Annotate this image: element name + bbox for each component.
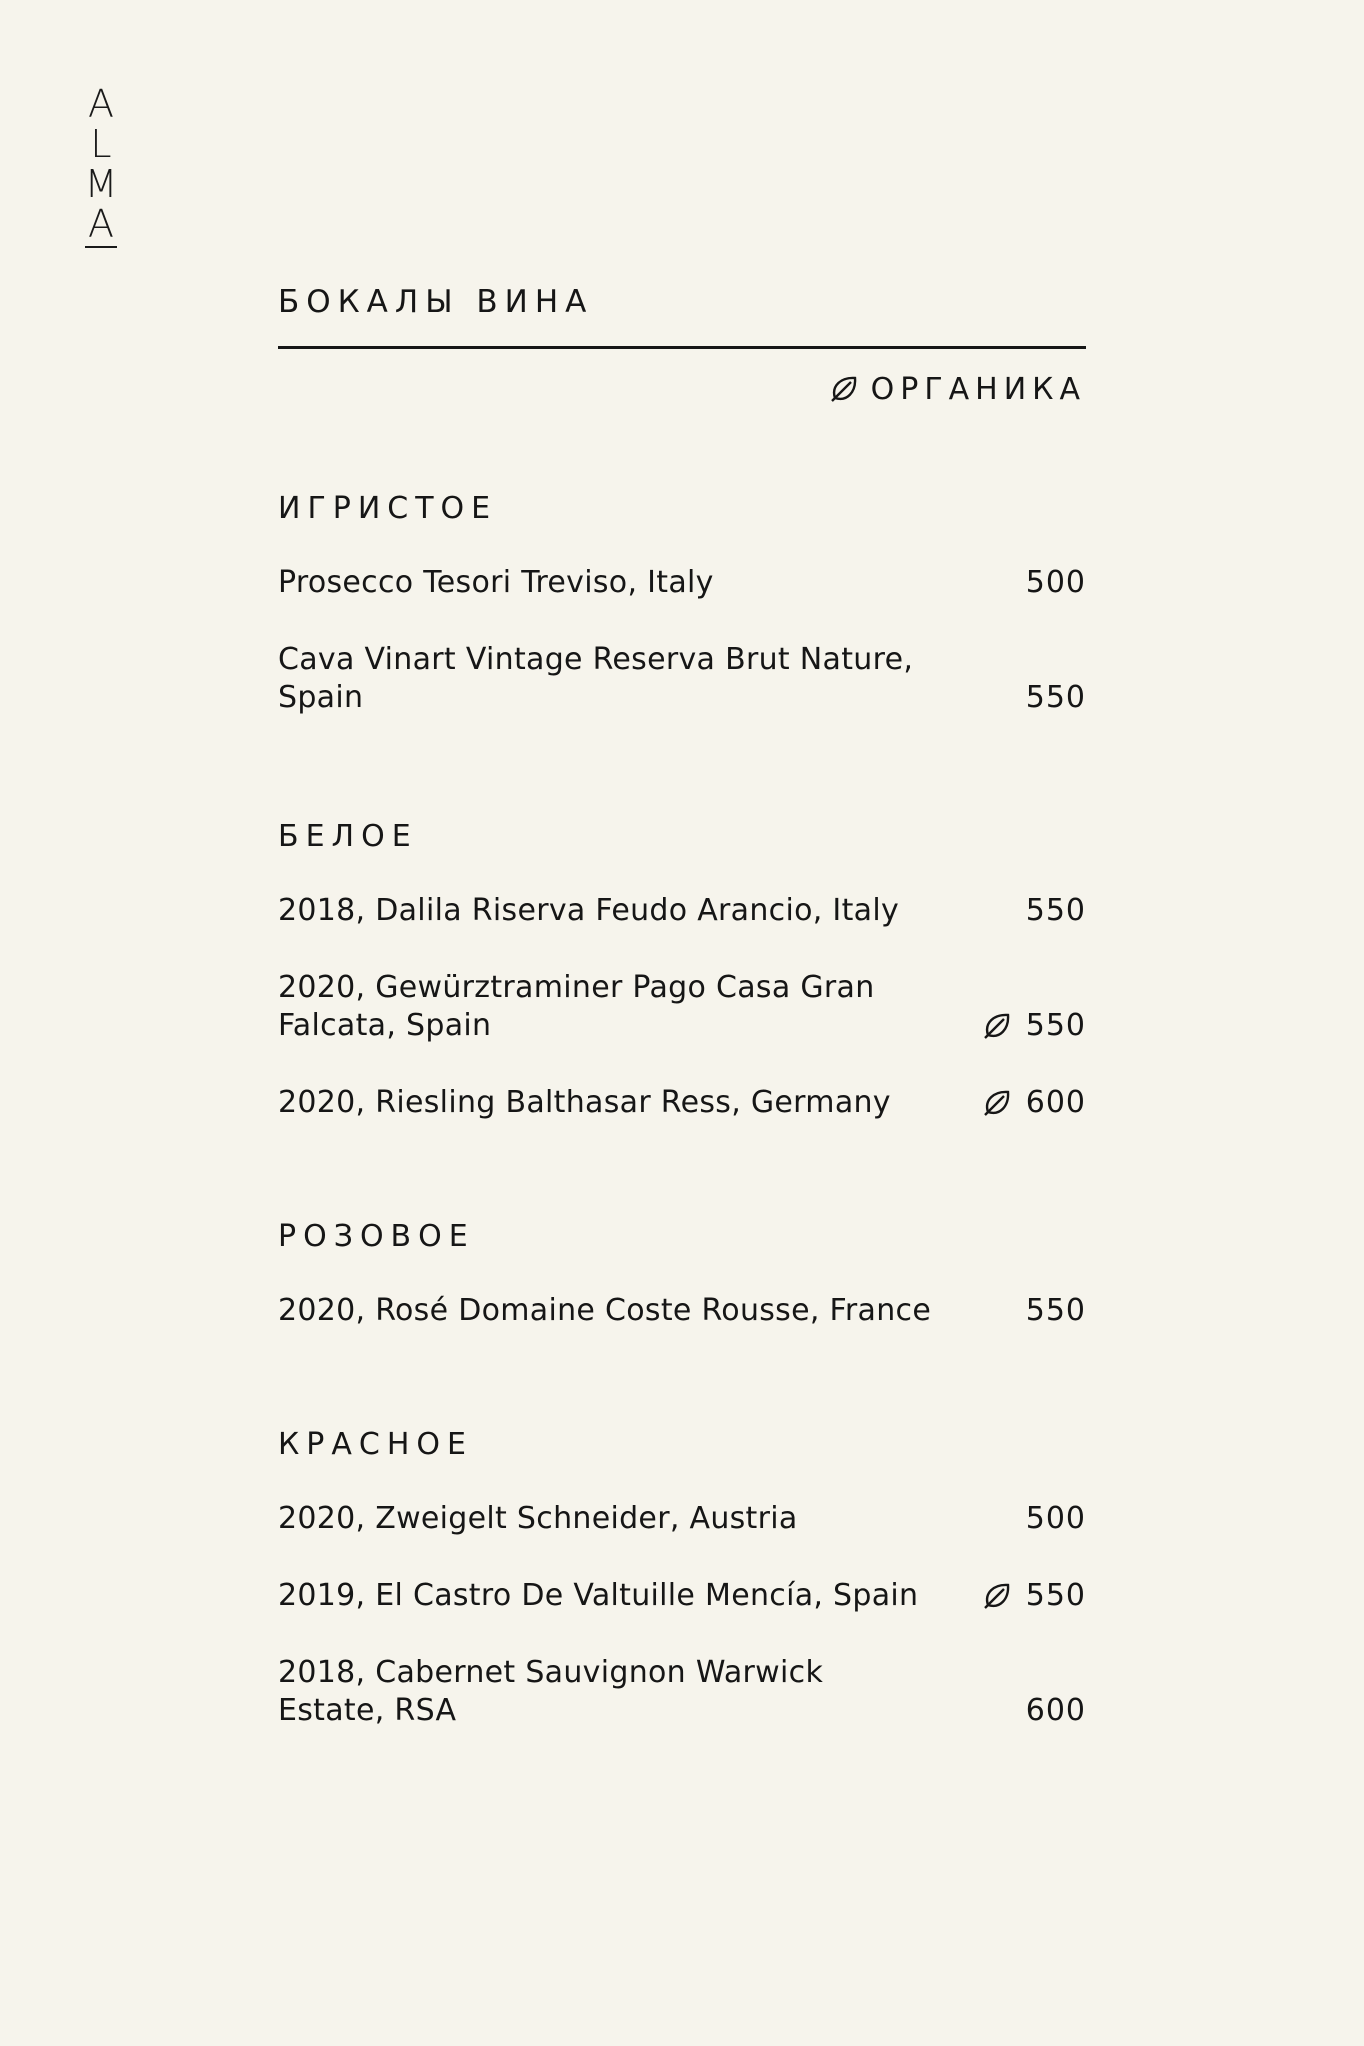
section-heading: КРАСНОЕ: [278, 1427, 473, 1462]
brand-logo: [84, 84, 118, 248]
menu-item: [278, 969, 1086, 1045]
price-block: [1026, 564, 1086, 602]
wine-name: Prosecco Tesori Treviso, Italy: [278, 565, 714, 600]
leaf-icon: [982, 1088, 1012, 1118]
price-block: [982, 1084, 1086, 1122]
menu-item: [278, 1654, 1086, 1730]
menu-item: [278, 641, 1086, 717]
wine-price: 550: [1025, 1008, 1086, 1043]
menu-item: [278, 1084, 1086, 1122]
wine-name: 2020, Rosé Domaine Coste Rousse, France: [278, 1293, 932, 1328]
wine-price: 550: [1025, 1578, 1086, 1613]
wine-price: 550: [1025, 893, 1086, 928]
price-block: [982, 1577, 1086, 1615]
wine-name: 2020, Riesling Balthasar Ress, Germany: [278, 1085, 891, 1120]
organic-legend-label: ОРГАНИКА: [870, 371, 1086, 407]
leaf-icon: [982, 1581, 1012, 1611]
wine-name: 2020, Gewürztraminer Pago Casa Gran Falcata, Spain: [278, 970, 875, 1043]
wine-name: Cava Vinart Vintage Reserva Brut Nature, Spain: [278, 642, 914, 715]
price-block: [1026, 892, 1086, 930]
section-heading: ИГРИСТОЕ: [278, 491, 498, 526]
wine-menu: [278, 280, 1086, 1728]
logo-letter-m: M: [84, 162, 118, 206]
menu-section: [278, 487, 1086, 715]
price-block: [982, 1007, 1086, 1045]
wine-name: 2018, Cabernet Sauvignon Warwick Estate, RSA: [278, 1655, 824, 1728]
price-block: [1026, 1692, 1086, 1730]
logo-letter-a: A: [88, 82, 114, 126]
price-block: [1026, 1500, 1086, 1538]
price-block: [1026, 679, 1086, 717]
menu-item: [278, 1500, 1086, 1538]
wine-price: 500: [1025, 565, 1086, 600]
menu-item: [278, 892, 1086, 930]
menu-item: [278, 564, 1086, 602]
organic-legend: [278, 369, 1086, 409]
wine-price: 550: [1025, 680, 1086, 715]
logo-letter-l: L: [90, 122, 112, 166]
menu-section: [278, 1423, 1086, 1728]
wine-price: 600: [1025, 1085, 1086, 1120]
menu-item: [278, 1577, 1086, 1615]
wine-price: 600: [1025, 1693, 1086, 1728]
leaf-icon: [829, 374, 859, 404]
wine-name: 2018, Dalila Riserva Feudo Arancio, Italy: [278, 893, 900, 928]
wine-price: 550: [1025, 1293, 1086, 1328]
wine-name: 2020, Zweigelt Schneider, Austria: [278, 1501, 798, 1536]
page-title: БОКАЛЫ ВИНА: [278, 284, 594, 320]
section-heading: РОЗОВОЕ: [278, 1219, 475, 1254]
logo-underline: [85, 246, 117, 248]
title-divider: [278, 346, 1086, 349]
leaf-icon: [982, 1011, 1012, 1041]
menu-section: [278, 815, 1086, 1120]
logo-letter-a-last: A: [88, 202, 114, 246]
menu-section: [278, 1215, 1086, 1328]
wine-price: 500: [1025, 1501, 1086, 1536]
menu-item: [278, 1292, 1086, 1330]
price-block: [1026, 1292, 1086, 1330]
wine-name: 2019, El Castro De Valtuille Mencía, Spain: [278, 1578, 919, 1613]
section-heading: БЕЛОЕ: [278, 819, 418, 854]
